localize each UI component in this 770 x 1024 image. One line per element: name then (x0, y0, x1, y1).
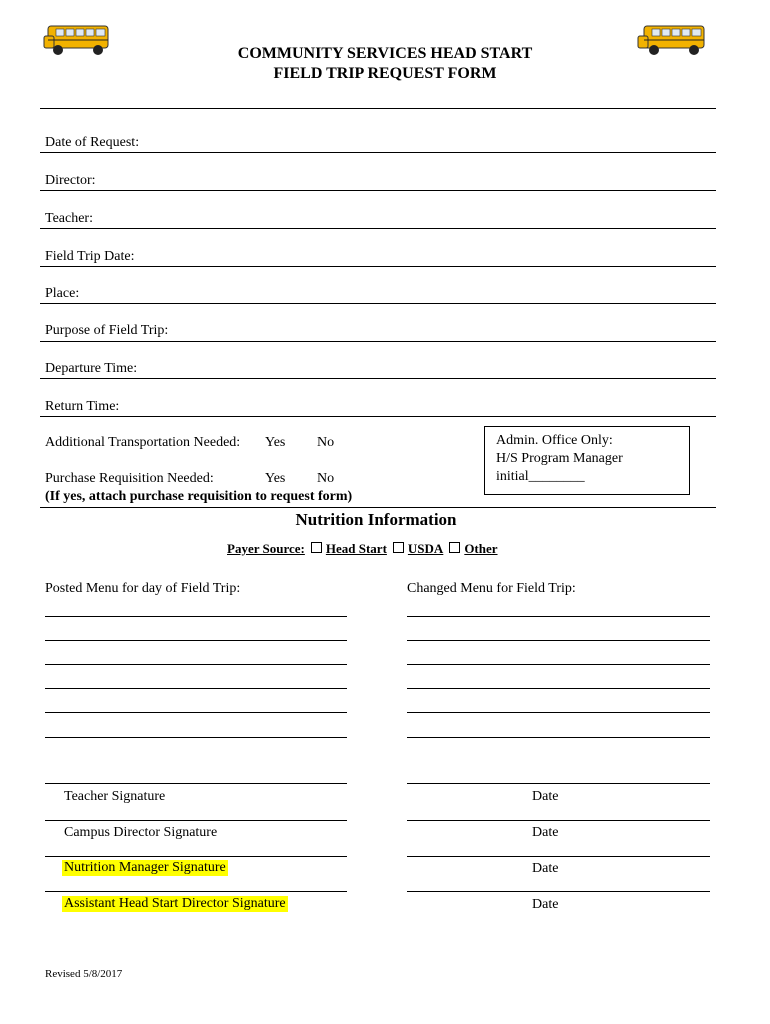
assistant-director-date-label: Date (532, 897, 559, 912)
teacher-label: Teacher: (45, 211, 93, 226)
teacher-signature-label: Teacher Signature (64, 789, 166, 804)
nutrition-manager-date-line[interactable] (407, 856, 710, 857)
changed-menu-line[interactable] (407, 664, 710, 665)
transport-label: Additional Transportation Needed: (45, 435, 241, 450)
campus-director-date-line[interactable] (407, 820, 710, 821)
purchase-no-option[interactable]: No (317, 471, 335, 486)
changed-menu-line[interactable] (407, 712, 710, 713)
posted-menu-line[interactable] (45, 712, 347, 713)
purpose-label: Purpose of Field Trip: (45, 323, 169, 338)
purchase-label: Purchase Requisition Needed: (45, 471, 214, 486)
usda-option: USDA (407, 541, 444, 556)
campus-director-date-label: Date (532, 825, 559, 840)
nutrition-manager-date-label: Date (532, 861, 559, 876)
changed-menu-line[interactable] (407, 688, 710, 689)
admin-initial-field[interactable]: initial________ (496, 469, 585, 484)
field-trip-date-field[interactable] (40, 266, 716, 267)
return-time-field[interactable] (40, 416, 716, 417)
departure-time-label: Departure Time: (45, 361, 138, 376)
revised-date: Revised 5/8/2017 (45, 968, 123, 980)
nutrition-heading: Nutrition Information (295, 510, 457, 529)
campus-director-signature-line[interactable] (45, 820, 347, 821)
departure-time-field[interactable] (40, 378, 716, 379)
date-of-request-label: Date of Request: (45, 135, 140, 150)
posted-menu-line[interactable] (45, 616, 347, 617)
assistant-director-signature-label: Assistant Head Start Director Signature (64, 896, 286, 911)
header-rule (40, 108, 716, 109)
posted-menu-line[interactable] (45, 737, 347, 738)
payer-source-label: Payer Source: (227, 541, 305, 556)
posted-menu-label: Posted Menu for day of Field Trip: (45, 581, 241, 596)
return-time-label: Return Time: (45, 399, 120, 414)
head-start-checkbox[interactable] (311, 542, 322, 553)
payer-source-row (227, 541, 498, 557)
director-field[interactable] (40, 190, 716, 191)
head-start-option: Head Start (325, 541, 387, 556)
teacher-signature-line[interactable] (45, 783, 347, 784)
teacher-date-line[interactable] (407, 783, 710, 784)
other-checkbox[interactable] (449, 542, 460, 553)
place-label: Place: (45, 286, 80, 301)
assistant-director-signature-line[interactable] (45, 891, 347, 892)
admin-line2: H/S Program Manager (496, 451, 623, 466)
director-label: Director: (45, 173, 96, 188)
nutrition-manager-signature-label: Nutrition Manager Signature (64, 860, 226, 875)
field-trip-date-label: Field Trip Date: (45, 249, 135, 264)
posted-menu-line[interactable] (45, 688, 347, 689)
changed-menu-line[interactable] (407, 737, 710, 738)
transport-no-option[interactable]: No (317, 435, 335, 450)
form-title-line2: FIELD TRIP REQUEST FORM (273, 65, 497, 82)
usda-checkbox[interactable] (393, 542, 404, 553)
campus-director-signature-label: Campus Director Signature (64, 825, 218, 840)
posted-menu-line[interactable] (45, 640, 347, 641)
assistant-director-date-line[interactable] (407, 891, 710, 892)
changed-menu-line[interactable] (407, 616, 710, 617)
section-rule (40, 507, 716, 508)
transport-yes-option[interactable]: Yes (265, 435, 286, 450)
date-of-request-field[interactable] (40, 152, 716, 153)
purchase-note: (If yes, attach purchase requisition to request form) (45, 489, 353, 504)
teacher-field[interactable] (40, 228, 716, 229)
changed-menu-label: Changed Menu for Field Trip: (407, 581, 576, 596)
purchase-yes-option[interactable]: Yes (265, 471, 286, 486)
form-title-line1: COMMUNITY SERVICES HEAD START (237, 45, 533, 62)
purpose-field[interactable] (40, 341, 716, 342)
posted-menu-line[interactable] (45, 664, 347, 665)
teacher-date-label: Date (532, 789, 559, 804)
changed-menu-line[interactable] (407, 640, 710, 641)
other-option: Other (464, 541, 498, 556)
nutrition-manager-signature-line[interactable] (45, 856, 347, 857)
place-field[interactable] (40, 303, 716, 304)
admin-line1: Admin. Office Only: (496, 433, 613, 448)
